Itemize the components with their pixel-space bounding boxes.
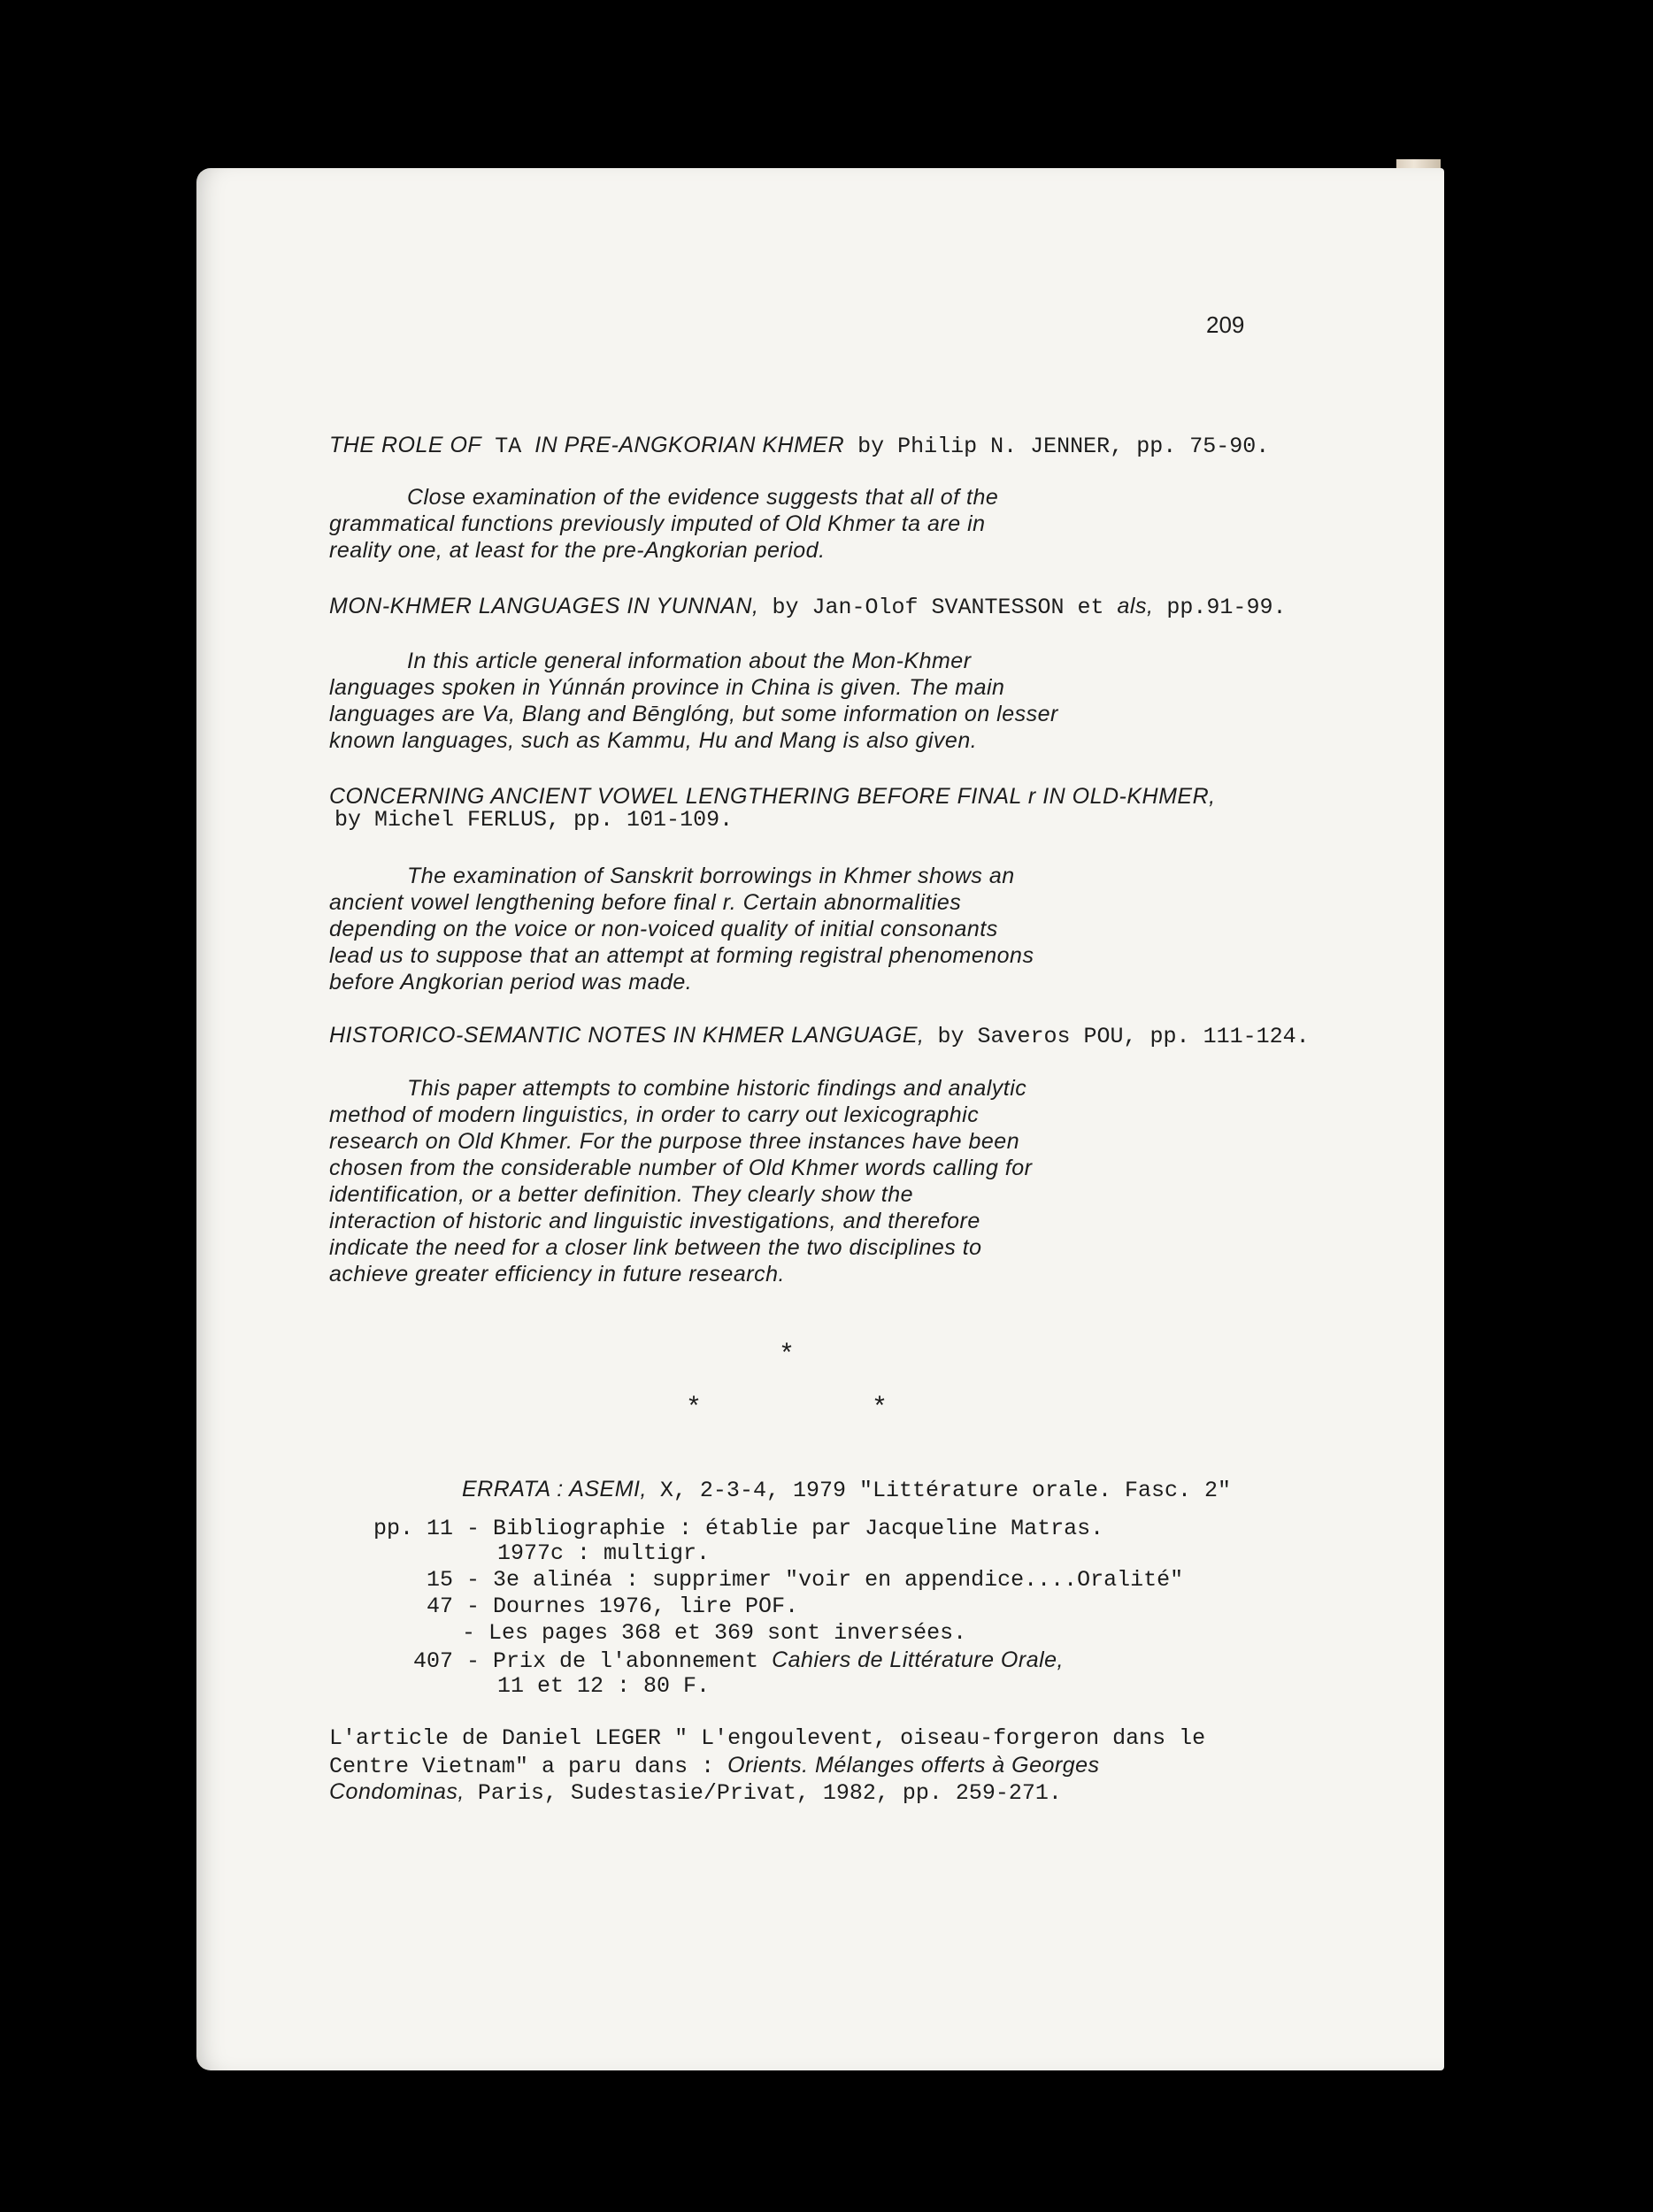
entry-4-abstract-line: method of modern linguistics, in order to carry out lexicographic — [329, 1102, 980, 1127]
entry-2-abstract-line: In this article general information about the Mon-Khmer — [407, 649, 972, 673]
entry-4-abstract-line: This paper attempts to combine historic findings and analytic — [407, 1076, 1027, 1101]
note-line-1: L'article de Daniel LEGER " L'engoulevent, oiseau-forgeron dans le — [329, 1725, 1206, 1751]
entry-1-title: THE ROLE OF — [329, 433, 482, 457]
separator-asterisk: * — [779, 1340, 796, 1371]
note-line-3-it: Condominas, — [329, 1779, 465, 1804]
entry-4-abstract-line: interaction of historic and linguistic investigations, and therefore — [329, 1209, 980, 1233]
entry-1-byline: by Philip N. JENNER, pp. 75-90. — [844, 434, 1270, 459]
errata-heading-it: ERRATA : ASEMI, — [462, 1477, 647, 1502]
entry-2-byline-b: pp.91-99. — [1153, 595, 1287, 620]
errata-line: - Les pages 368 et 369 sont inversées. — [462, 1620, 967, 1646]
entry-3-abstract-line: before Angkorian period was made. — [329, 970, 693, 995]
errata-heading-rest: X, 2-3-4, 1979 "Littérature orale. Fasc. 2" — [646, 1478, 1232, 1503]
errata-last-it: Cahiers de Littérature Orale, — [772, 1647, 1065, 1672]
entry-2-title: MON-KHMER LANGUAGES IN YUNNAN, — [329, 594, 759, 618]
entry-1-title-line — [329, 432, 1269, 460]
entry-1-abstract-line: Close examination of the evidence suggests that all of the — [407, 485, 999, 510]
entry-4-title-line — [329, 1022, 1310, 1050]
entry-2-title-line — [329, 593, 1286, 621]
page-number: 209 — [1206, 311, 1245, 338]
entry-3-abstract-line: depending on the voice or non-voiced quality of initial consonants — [329, 917, 998, 941]
note-line-2-a: Centre Vietnam" a paru dans : — [329, 1754, 728, 1779]
entry-3-title: CONCERNING ANCIENT VOWEL LENGTHERING BEFORE FINAL r IN OLD-KHMER, — [329, 784, 1216, 809]
entry-4-abstract-line: achieve greater efficiency in future research. — [329, 1262, 785, 1286]
entry-1-title-roman: TA — [481, 434, 535, 459]
errata-line: 11 et 12 : 80 F. — [497, 1673, 711, 1699]
entry-3-abstract-line: The examination of Sanskrit borrowings in Khmer shows an — [407, 864, 1015, 888]
entry-4-title: HISTORICO-SEMANTIC NOTES IN KHMER LANGUAGE, — [329, 1023, 925, 1048]
entry-4-abstract-line: indicate the need for a closer link between the two disciplines to — [329, 1235, 982, 1260]
note-line-2 — [329, 1752, 1100, 1780]
entry-1-abstract-line: reality one, at least for the pre-Angkorian period. — [329, 538, 826, 563]
entry-4-abstract-line: research on Old Khmer. For the purpose three instances have been — [329, 1129, 1020, 1154]
entry-2-byline-a: by Jan-Olof SVANTESSON et — [758, 595, 1118, 620]
entry-1-title-rest: IN PRE-ANGKORIAN KHMER — [534, 433, 845, 457]
entry-4-byline: by Saveros POU, pp. 111-124. — [924, 1024, 1310, 1049]
note-line-3 — [329, 1778, 1062, 1807]
entry-3-abstract-line: lead us to suppose that an attempt at forming registral phenomenons — [329, 943, 1034, 968]
entry-4-abstract-line: identification, or a better definition. They clearly show the — [329, 1182, 914, 1207]
entry-2-abstract-line: languages spoken in Yúnnán province in China is given. The main — [329, 675, 1005, 700]
note-line-2-it: Orients. Mélanges offerts à Georges — [727, 1753, 1100, 1778]
entry-2-abstract-line: languages are Va, Blang and Bēnglóng, but some information on lesser — [329, 702, 1058, 726]
errata-last-line — [413, 1647, 1064, 1675]
entry-2-abstract-line: known languages, such as Kammu, Hu and Mang is also given. — [329, 728, 978, 753]
note-line-3-b: Paris, Sudestasie/Privat, 1982, pp. 259-271. — [464, 1780, 1062, 1806]
separator-asterisk: * — [686, 1394, 703, 1424]
errata-line: 15 - 3e alinéa : supprimer "voir en appendice....Oralité" — [427, 1567, 1184, 1593]
entry-4-abstract-line: chosen from the considerable number of Old Khmer words calling for — [329, 1156, 1033, 1180]
errata-line: 1977c : multigr. — [497, 1540, 711, 1566]
errata-last-a: 407 - Prix de l'abonnement — [413, 1648, 773, 1674]
errata-line: pp. 11 - Bibliographie : établie par Jacqueline Matras. — [373, 1516, 1104, 1541]
entry-3-abstract-line: ancient vowel lengthening before final r. Certain abnormalities — [329, 890, 962, 915]
errata-line: 47 - Dournes 1976, lire POF. — [427, 1594, 799, 1619]
separator-asterisk: * — [872, 1394, 888, 1424]
entry-3-byline: by Michel FERLUS, pp. 101-109. — [334, 807, 734, 833]
entry-2-byline-it: als, — [1117, 594, 1154, 618]
entry-1-abstract-line: grammatical functions previously imputed of Old Khmer ta are in — [329, 511, 986, 536]
errata-heading — [462, 1476, 1231, 1504]
